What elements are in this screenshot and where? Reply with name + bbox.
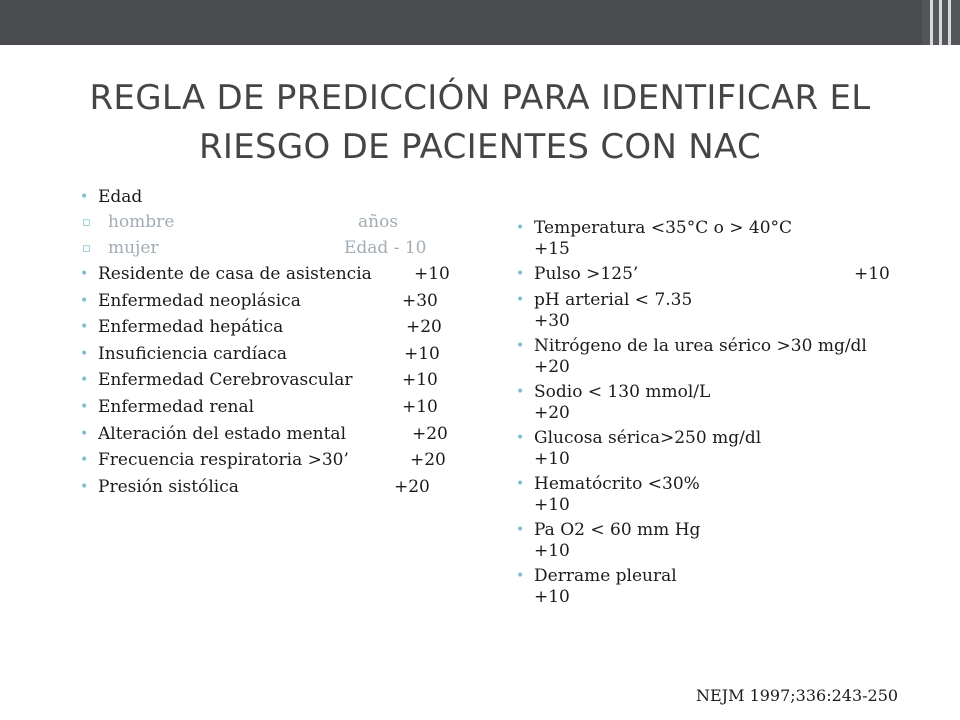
list-item — [78, 264, 450, 285]
slide-title — [0, 74, 960, 172]
right-criteria-list — [514, 218, 890, 612]
item-points: +20 — [534, 357, 570, 377]
item-points: +20 — [534, 403, 570, 423]
sub-value: Edad - 10 — [344, 238, 427, 258]
list-item — [514, 428, 867, 470]
list-item — [514, 382, 867, 424]
list-item — [78, 370, 438, 391]
item-label: Pa O2 < 60 mm Hg — [534, 520, 701, 540]
list-item — [78, 290, 438, 312]
list-item — [514, 290, 867, 332]
item-label: Enfermedad hepática — [98, 317, 284, 338]
item-label: Frecuencia respiratoria >30’ — [98, 450, 349, 471]
top-bar — [0, 0, 960, 45]
item-label: Presión sistólica — [98, 476, 239, 497]
item-points: +20 — [412, 423, 448, 444]
item-points: +10 — [402, 396, 438, 417]
item-points: +20 — [406, 317, 442, 338]
list-item — [514, 566, 867, 608]
item-label: Insuficiencia cardíaca — [98, 343, 288, 364]
item-points: +15 — [534, 239, 570, 259]
sub-item-mujer — [78, 238, 427, 259]
item-points: +10 — [854, 264, 890, 284]
item-label: Pulso >125’ — [534, 264, 639, 284]
item-points: +30 — [534, 311, 570, 331]
item-points: +10 — [404, 343, 440, 364]
item-label: pH arterial < 7.35 — [534, 290, 693, 310]
list-item — [78, 423, 448, 445]
list-item — [514, 218, 867, 260]
item-label: Edad — [98, 187, 143, 207]
item-label: Derrame pleural — [534, 566, 677, 586]
item-label: Temperatura <35°C o > 40°C — [534, 218, 793, 238]
sub-item-hombre — [78, 212, 399, 233]
item-points: +10 — [534, 449, 570, 469]
item-label: Residente de casa de asistencia — [98, 264, 372, 284]
item-points: +10 — [414, 264, 450, 284]
list-item — [78, 343, 440, 365]
list-item — [78, 450, 446, 471]
item-label: Glucosa sérica>250 mg/dl — [534, 428, 762, 448]
sub-value: años — [358, 212, 399, 232]
item-label: Enfermedad neoplásica — [98, 290, 301, 311]
item-label: Nitrógeno de la urea sérico >30 mg/dl — [534, 336, 867, 356]
item-points: +20 — [394, 476, 430, 497]
item-points: +10 — [534, 587, 570, 607]
item-label: Enfermedad Cerebrovascular — [98, 370, 353, 391]
slide-title-line-1: REGLA DE PREDICCIÓN PARA IDENTIFICAR EL — [89, 78, 871, 118]
item-points: +10 — [402, 370, 438, 391]
list-item — [78, 396, 438, 418]
list-item — [514, 336, 867, 378]
item-points: +30 — [402, 290, 438, 311]
list-item — [78, 317, 442, 338]
item-label: Sodio < 130 mmol/L — [534, 382, 711, 402]
sub-label: mujer — [108, 238, 159, 258]
list-item-edad — [78, 187, 372, 208]
list-item — [514, 264, 890, 285]
left-criteria-list — [78, 187, 450, 503]
citation: NEJM 1997;336:243-250 — [696, 686, 899, 705]
top-bar-stripes — [922, 0, 960, 45]
item-label: Hematócrito <30% — [534, 474, 700, 494]
item-points: +20 — [410, 450, 446, 471]
item-points: +10 — [534, 541, 570, 561]
list-item — [514, 474, 867, 516]
list-item — [78, 476, 430, 498]
list-item — [514, 520, 867, 562]
item-points: +10 — [534, 495, 570, 515]
sub-label: hombre — [108, 212, 175, 232]
slide-title-line-2: RIESGO DE PACIENTES CON NAC — [198, 127, 762, 167]
item-label: Enfermedad renal — [98, 396, 255, 417]
item-label: Alteración del estado mental — [98, 423, 347, 444]
